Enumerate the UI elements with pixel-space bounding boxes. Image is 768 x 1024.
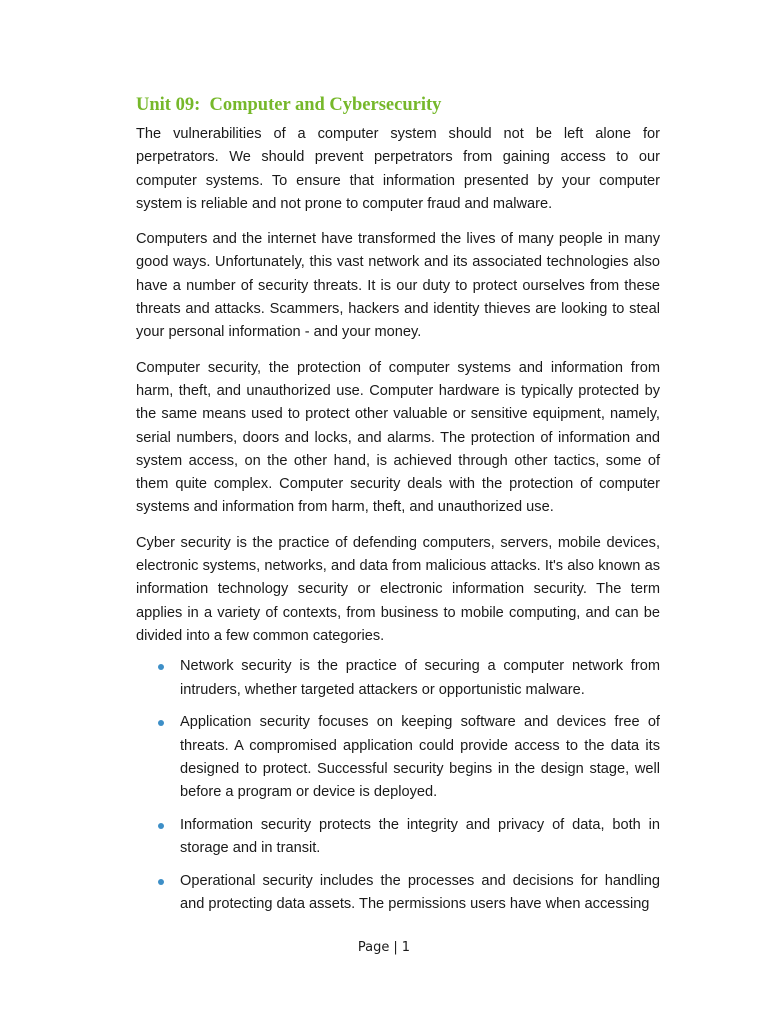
paragraph-internet-threats: Computers and the internet have transformed the lives of many people in many good ways. Unfortunately, this vast network and its associated technologies also have a number of security threats. It is our duty to protect ourselves from these threats and attacks. Scammers, hackers and identity thieves are looking to steal your personal information - and your money.	[136, 231, 660, 341]
bullet-dot-icon	[158, 879, 164, 885]
document-body	[136, 92, 660, 926]
security-categories-list	[136, 655, 660, 916]
list-item-network-security	[136, 655, 660, 702]
page-title: Unit 09: Computer and Cybersecurity	[136, 95, 442, 115]
list-item-text: Operational security includes the processes and decisions for handling and protecting data assets. The permissions users have when accessing	[180, 873, 660, 913]
list-item-information-security	[136, 814, 660, 861]
page-footer	[0, 940, 768, 955]
page-separator: |	[393, 940, 398, 955]
bullet-dot-icon	[158, 823, 164, 829]
list-item-text: Application security focuses on keeping software and devices free of threats. A compromised application could provide access to the data its designed to protect. Successful security begins in the design stage, well before a program or device is deployed.	[180, 714, 660, 801]
paragraph-cyber-security: Cyber security is the practice of defending computers, servers, mobile devices, electronic systems, networks, and data from malicious attacks. It's also known as information technology security or electronic information security. The term applies in a variety of contexts, from business to mobile computing, and can be divided into a few common categories.	[136, 534, 660, 644]
paragraph-intro: The vulnerabilities of a computer system should not be left alone for perpetrators. We should prevent perpetrators from gaining access to our computer systems. To ensure that information presented by your computer system is reliable and not prone to computer fraud and malware.	[136, 126, 660, 212]
page-number: 1	[401, 940, 411, 955]
list-item-text: Information security protects the integrity and privacy of data, both in storage and in transit.	[180, 817, 660, 857]
paragraph-computer-security: Computer security, the protection of computer systems and information from harm, theft, and unauthorized use. Computer hardware is typically protected by the same means used to protect other valuable or sensitive equipment, namely, serial numbers, doors and locks, and alarms. The protection of information and system access, on the other hand, is achieved through other tactics, some of them quite complex. Computer security deals with the protection of computer systems and information from harm, theft, and unauthorized use.	[136, 359, 660, 516]
page-label: Page	[357, 940, 390, 955]
bullet-dot-icon	[158, 720, 164, 726]
list-item-application-security	[136, 711, 660, 804]
list-item-operational-security	[136, 870, 660, 917]
bullet-dot-icon	[158, 664, 164, 670]
list-item-text: Network security is the practice of securing a computer network from intruders, whether targeted attackers or opportunistic malware.	[180, 658, 660, 698]
